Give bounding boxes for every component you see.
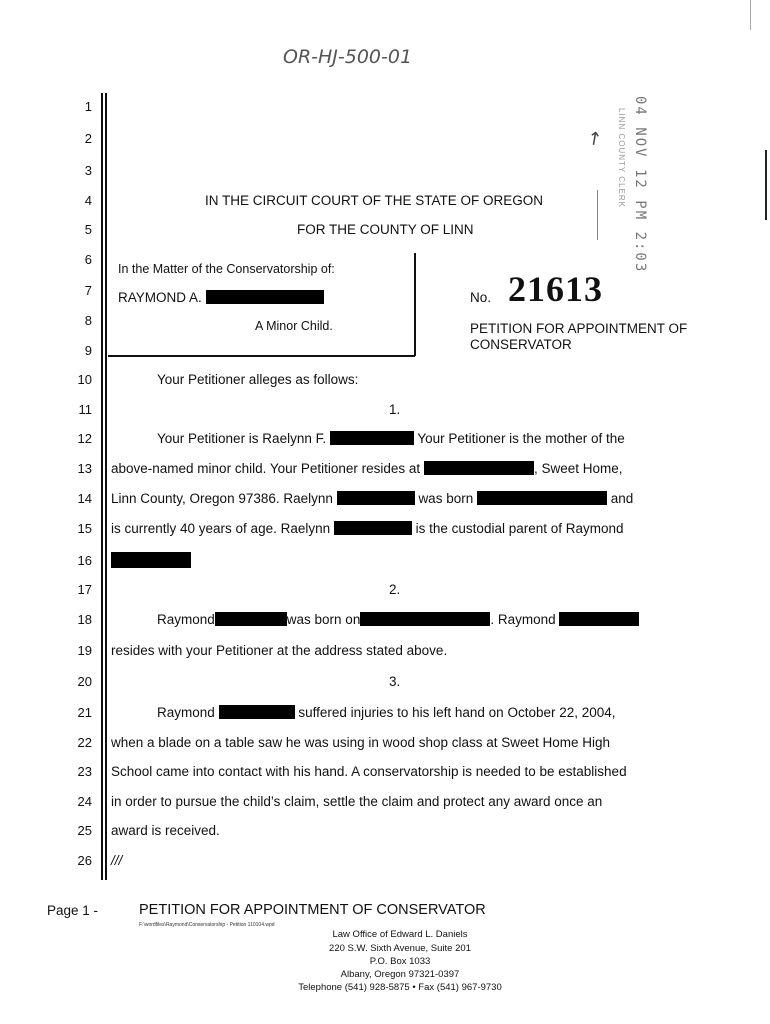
line-number: 3 [84, 163, 92, 178]
stamp-clerk: LINN COUNTY CLERK [617, 108, 626, 208]
line-number: 6 [84, 252, 92, 267]
text: Your Petitioner is the mother of the [417, 431, 625, 446]
line-number: 17 [77, 582, 92, 597]
body-line-13 [111, 461, 623, 476]
body-line-16 [111, 552, 191, 571]
redaction-bar [111, 552, 191, 568]
footer-filepath: F:\wordfiles\Raymond\Conservatorship - Petition 110104.wpd [139, 922, 275, 928]
redaction-bar [215, 612, 287, 626]
footer-address3: Albany, Oregon 97321-0397 [340, 969, 460, 980]
line-number: 26 [77, 853, 92, 868]
line-number: 24 [77, 794, 92, 809]
body-line-24: in order to pursue the child’s claim, settle the claim and protect any award once an [111, 794, 603, 809]
redaction-bar [424, 461, 534, 475]
county-heading: FOR THE COUNTY OF LINN [297, 222, 474, 237]
line-number: 11 [78, 402, 92, 417]
line-number: 19 [77, 643, 92, 658]
text: Raymond [157, 705, 215, 720]
body-line-15 [111, 521, 624, 536]
line-number: 22 [77, 735, 92, 750]
text: is the custodial parent of Raymond [415, 521, 624, 536]
scan-edge-mark [750, 0, 751, 30]
respondent-name [118, 290, 324, 305]
text: Raymond [157, 612, 215, 627]
section-number: 1. [389, 402, 401, 417]
stamp-mark: ↗ [582, 125, 607, 151]
line-number: 14 [77, 491, 92, 506]
text: . Raymond [490, 612, 556, 627]
line-number: 4 [84, 193, 92, 208]
court-heading: IN THE CIRCUIT COURT OF THE STATE OF OREGON [205, 193, 544, 208]
matter-line: In the Matter of the Conservatorship of: [118, 262, 335, 276]
law-office: Law Office of Edward L. Daniels [332, 929, 468, 940]
line-number: 7 [84, 283, 92, 298]
body-line-21 [157, 705, 616, 720]
line-number: 16 [77, 553, 92, 568]
redaction-bar [206, 290, 324, 304]
redaction-bar [360, 612, 490, 626]
section-number: 2. [389, 582, 401, 597]
text: is currently 40 years of age. Raelynn [111, 521, 331, 536]
redaction-bar [559, 612, 639, 626]
line-number: 10 [77, 372, 92, 387]
text: suffered injuries to his left hand on October 22, 2004, [298, 705, 616, 720]
case-no-label: No. [470, 290, 492, 305]
line-number: 2 [84, 131, 92, 146]
case-number: 21613 [508, 269, 603, 309]
footer-address1: 220 S.W. Sixth Avenue, Suite 201 [329, 943, 471, 954]
text: Your Petitioner is Raelynn F. [157, 431, 327, 446]
redaction-bar [219, 705, 295, 719]
page-label: Page 1 - [47, 903, 99, 918]
caption-rule-vertical [414, 253, 416, 356]
intro-line: Your Petitioner alleges as follows: [157, 372, 359, 387]
body-line-12 [157, 431, 625, 446]
line-number: 23 [77, 764, 92, 779]
stamp-rule [597, 190, 598, 240]
footer-phone: Telephone (541) 928-5875 • Fax (541) 967-9730 [298, 982, 502, 993]
text: above-named minor child. Your Petitioner resides at [111, 461, 421, 476]
footer-title: PETITION FOR APPOINTMENT OF CONSERVATOR [139, 902, 486, 918]
text: and [610, 491, 634, 506]
footer-address2: P.O. Box 1033 [369, 956, 431, 967]
text: , Sweet Home, [533, 461, 623, 476]
respondent-name-text: RAYMOND A. [118, 290, 202, 305]
line-number: 8 [84, 313, 92, 328]
line-number: 9 [84, 343, 92, 358]
line-number: 21 [77, 705, 92, 720]
caption-rule-horizontal [108, 355, 415, 357]
line-number: 5 [84, 222, 92, 237]
line-number: 25 [77, 823, 92, 838]
body-line-22: when a blade on a table saw he was using in wood shop class at Sweet Home High [111, 735, 611, 750]
margin-rule-left [101, 93, 103, 880]
body-line-14 [111, 491, 633, 506]
scan-edge-mark [765, 150, 767, 220]
line-number: 1 [84, 99, 92, 114]
line-number: 18 [77, 612, 92, 627]
text: was born [418, 491, 474, 506]
line-number: 12 [77, 431, 92, 446]
margin-rule-left-inner [105, 93, 107, 880]
line-number: 13 [77, 461, 92, 476]
body-line-23: School came into contact with his hand. A conservatorship is needed to be established [111, 764, 627, 779]
section-number: 3. [389, 674, 401, 689]
body-line-18 [157, 612, 639, 627]
petition-title-line1: PETITION FOR APPOINTMENT OF [470, 321, 688, 336]
line-number: 15 [77, 521, 92, 536]
body-line-19: resides with your Petitioner at the address stated above. [111, 643, 448, 658]
stamp-date: 04 NOV 12 PM 2:03 [632, 96, 648, 274]
handwritten-header: OR-HJ-500-01 [283, 46, 413, 68]
text: Linn County, Oregon 97386. Raelynn [111, 491, 333, 506]
petition-title-line2: CONSERVATOR [470, 337, 572, 352]
line-number: 20 [77, 674, 92, 689]
minor-child-label: A Minor Child. [255, 319, 333, 333]
redaction-bar [337, 491, 415, 505]
text: was born on [286, 612, 361, 627]
redaction-bar [330, 431, 414, 445]
body-line-25: award is received. [111, 823, 220, 838]
redaction-bar [334, 521, 412, 535]
body-line-26: /// [111, 853, 123, 868]
redaction-bar [477, 491, 607, 505]
